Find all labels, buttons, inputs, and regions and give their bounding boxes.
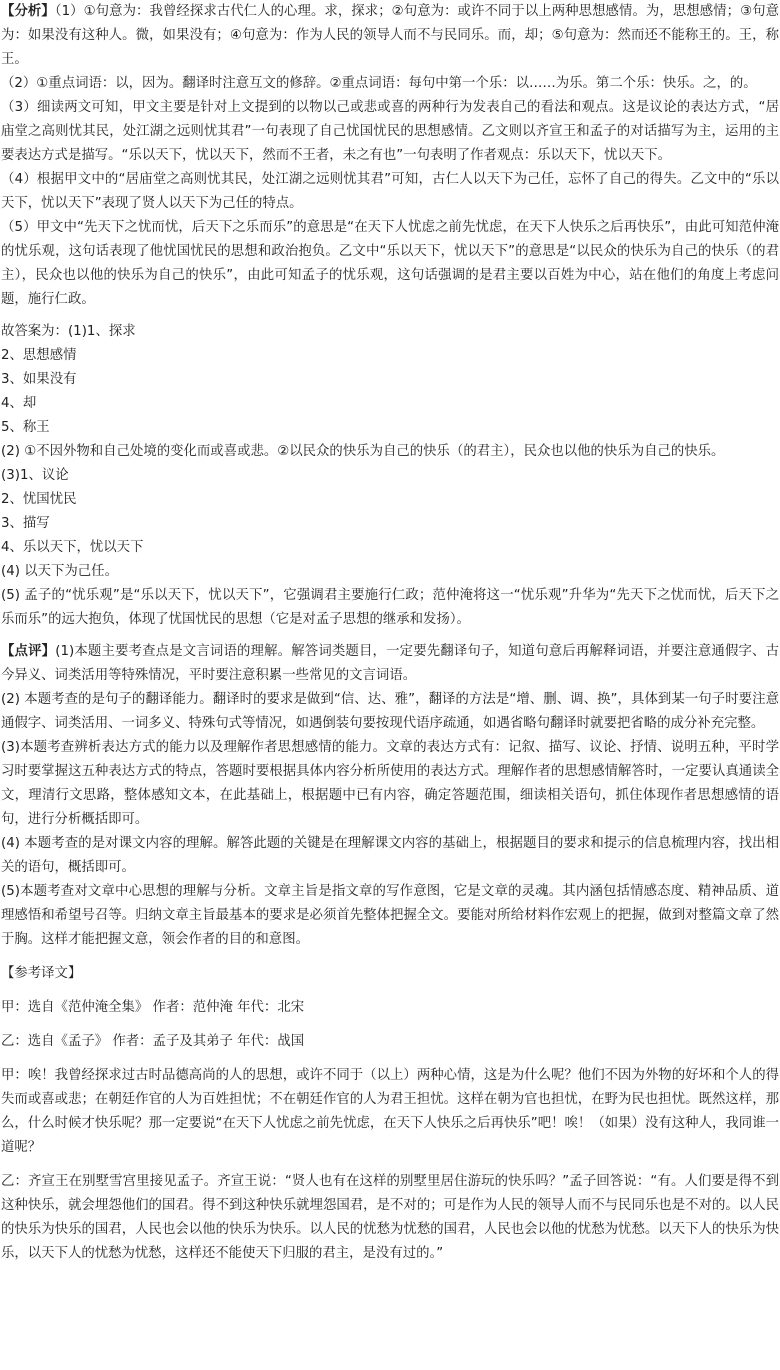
analysis-paragraph-3: （3）细读两文可知，甲文主要是针对上文提到的以物以己或悲或喜的两种行为发表自己的看法和观点。这是议论的表达方式，“居庙堂之高则忧其民，处江湖之远则忧其君”一句表现了自己忧国忧民的思想感情。乙文则以齐宣王和孟子的对话描写为主，运用的主要表达方式是描写。“乐以天下，忧以天下，然而不王者，未之有也”一句表明了作者观点：乐以天下，忧以天下。 bbox=[1, 100, 779, 163]
answer-line-1: 故答案为：(1)1、探求 bbox=[1, 324, 136, 339]
analysis-p1-text: （1）①句意为：我曾经探求古代仁人的心理。求，探求；②句意为：或许不同于以上两种思想感情。为，思想感情；③句意为：如果没有这种人。微，如果没有；④句意为：作为人民的领导人而不与民同乐。而，却；⑤句意为：然而还不能称王的。王，称王。 bbox=[1, 4, 779, 67]
analysis-paragraph-2: （2）①重点词语：以，因为。翻译时注意互文的修辞。②重点词语：每句中第一个乐：以……为乐。第二个乐：快乐。之，的。 bbox=[1, 76, 757, 91]
reference-translation-b: 乙：齐宣王在别墅雪宫里接见孟子。齐宣王说：“贤人也有在这样的别墅里居住游玩的快乐吗？”孟子回答说：“有。人们要是得不到这种快乐，就会埋怨他们的国君。得不到这种快乐就埋怨国君，是不对的；可是作为人民的领导人而不与民同乐也是不对的。以人民的快乐为快乐的国君，人民也会以他的快乐为快乐。以人民的忧愁为忧愁的国君，人民也会以他的忧愁为忧愁。以天下人的快乐为快乐，以天下人的忧愁为忧愁，这样还不能使天下归服的君主，是没有过的。” bbox=[1, 1174, 779, 1261]
answer-line-7: (3)1、议论 bbox=[1, 468, 69, 483]
reference-translation-a: 甲：唉！我曾经探求过古时品德高尚的人的思想，或许不同于（以上）两种心情，这是为什么呢？他们不因为外物的好坏和个人的得失而或喜或悲；在朝廷作官的人为百姓担忧；不在朝廷作官的人为君王担忧。这样在朝为官也担忧，在野为民也担忧。既然这样，那么，什么时候才快乐呢？那一定要说“在天下人忧虑之前先忧虑，在天下人快乐之后再快乐”吧！唉！（如果）没有这种人，我同谁一道呢？ bbox=[1, 1068, 779, 1155]
comment-section bbox=[0, 640, 780, 952]
answer-line-8: 2、忧国忧民 bbox=[1, 492, 77, 507]
answer-line-11: (4) 以天下为己任。 bbox=[1, 564, 118, 579]
comment-paragraph-1 bbox=[0, 640, 780, 688]
comment-heading: 【点评】 bbox=[1, 644, 56, 659]
answer-line-3: 3、如果没有 bbox=[1, 372, 77, 387]
analysis-paragraph-1 bbox=[0, 0, 780, 72]
comment-p1-text: (1)本题主要考查点是文言词语的理解。解答词类题目，一定要先翻译句子，知道句意后再解释词语，并要注意通假字、古今异义、词类活用等特殊情况，平时要注意积累一些常见的文言词语。 bbox=[1, 644, 779, 683]
comment-paragraph-3: (3)本题考查辨析表达方式的能力以及理解作者思想感情的能力。文章的表达方式有：记叙、描写、议论、抒情、说明五种，平时学习时要掌握这五种表达方式的特点，答题时要根据具体内容分析所使用的表达方式。理解作者的思想感情解答时，一定要认真通读全文，理清行文思路，整体感知文本，在此基础上，根据题中已有内容，确定答题范围，细读相关语句，抓住体现作者思想感情的语句，进行分析概括即可。 bbox=[1, 740, 779, 827]
comment-paragraph-5: (5)本题考查对文章中心思想的理解与分析。文章主旨是指文章的写作意图，它是文章的灵魂。其内涵包括情感态度、精神品质、道理感悟和希望号召等。归纳文章主旨最基本的要求是必须首先整体把握全文。要能对所给材料作宏观上的把握，做到对整篇文章了然于胸。这样才能把握文意，领会作者的目的和意图。 bbox=[1, 884, 779, 947]
answer-line-5: 5、称王 bbox=[1, 420, 50, 435]
answer-line-10: 4、乐以天下，忧以天下 bbox=[1, 540, 144, 555]
analysis-paragraph-4: （4）根据甲文中的“居庙堂之高则忧其民，处江湖之远则忧其君”可知，古仁人以天下为己任，忘怀了自己的得失。乙文中的“乐以天下，忧以天下”表现了贤人以天下为己任的特点。 bbox=[1, 172, 779, 211]
reference-section bbox=[0, 962, 780, 1266]
reference-heading: 【参考译文】 bbox=[1, 966, 82, 981]
answer-line-4: 4、却 bbox=[1, 396, 37, 411]
analysis-paragraph-5: （5）甲文中“先天下之忧而忧，后天下之乐而乐”的意思是“在天下人忧虑之前先忧虑，在天下人快乐之后再快乐”，由此可知范仲淹的忧乐观，这句话表现了他忧国忧民的思想和政治抱负。乙文中“乐以天下，忧以天下”的意思是“以民众的快乐为自己的快乐（的君主），民众也以他的快乐为自己的快乐”，由此可知孟子的忧乐观，这句话强调的是君主要以百姓为中心，站在他们的角度上考虑问题，施行仁政。 bbox=[1, 220, 779, 307]
analysis-section bbox=[0, 0, 780, 312]
answer-line-12: (5) 孟子的“忧乐观”是“乐以天下，忧以天下”，它强调君主要施行仁政；范仲淹将这一“忧乐观”升华为“先天下之忧而忧，后天下之乐而乐”的远大抱负，体现了忧国忧民的思想（它是对孟子思想的继承和发扬）。 bbox=[1, 588, 779, 627]
analysis-heading: 【分析】 bbox=[1, 4, 55, 19]
answer-section bbox=[0, 320, 780, 632]
reference-source-b: 乙：选自《孟子》 作者：孟子及其弟子 年代：战国 bbox=[1, 1034, 305, 1049]
reference-source-a: 甲：选自《范仲淹全集》 作者：范仲淹 年代：北宋 bbox=[1, 1000, 305, 1015]
answer-line-2: 2、思想感情 bbox=[1, 348, 77, 363]
comment-paragraph-4: (4) 本题考查的是对课文内容的理解。解答此题的关键是在理解课文内容的基础上，根据题目的要求和提示的信息梳理内容，找出相关的语句，概括即可。 bbox=[1, 836, 779, 875]
comment-paragraph-2: (2) 本题考查的是句子的翻译能力。翻译时的要求是做到“信、达、雅”，翻译的方法是“增、删、调、换”，具体到某一句子时要注意通假字、词类活用、一词多义、特殊句式等情况，如遇倒装句要按现代语序疏通，如遇省略句翻译时就要把省略的成分补充完整。 bbox=[1, 692, 779, 731]
answer-line-6: (2) ①不因外物和自己处境的变化而或喜或悲。②以民众的快乐为自己的快乐（的君主），民众也以他的快乐为自己的快乐。 bbox=[1, 444, 725, 459]
answer-line-9: 3、描写 bbox=[1, 516, 50, 531]
